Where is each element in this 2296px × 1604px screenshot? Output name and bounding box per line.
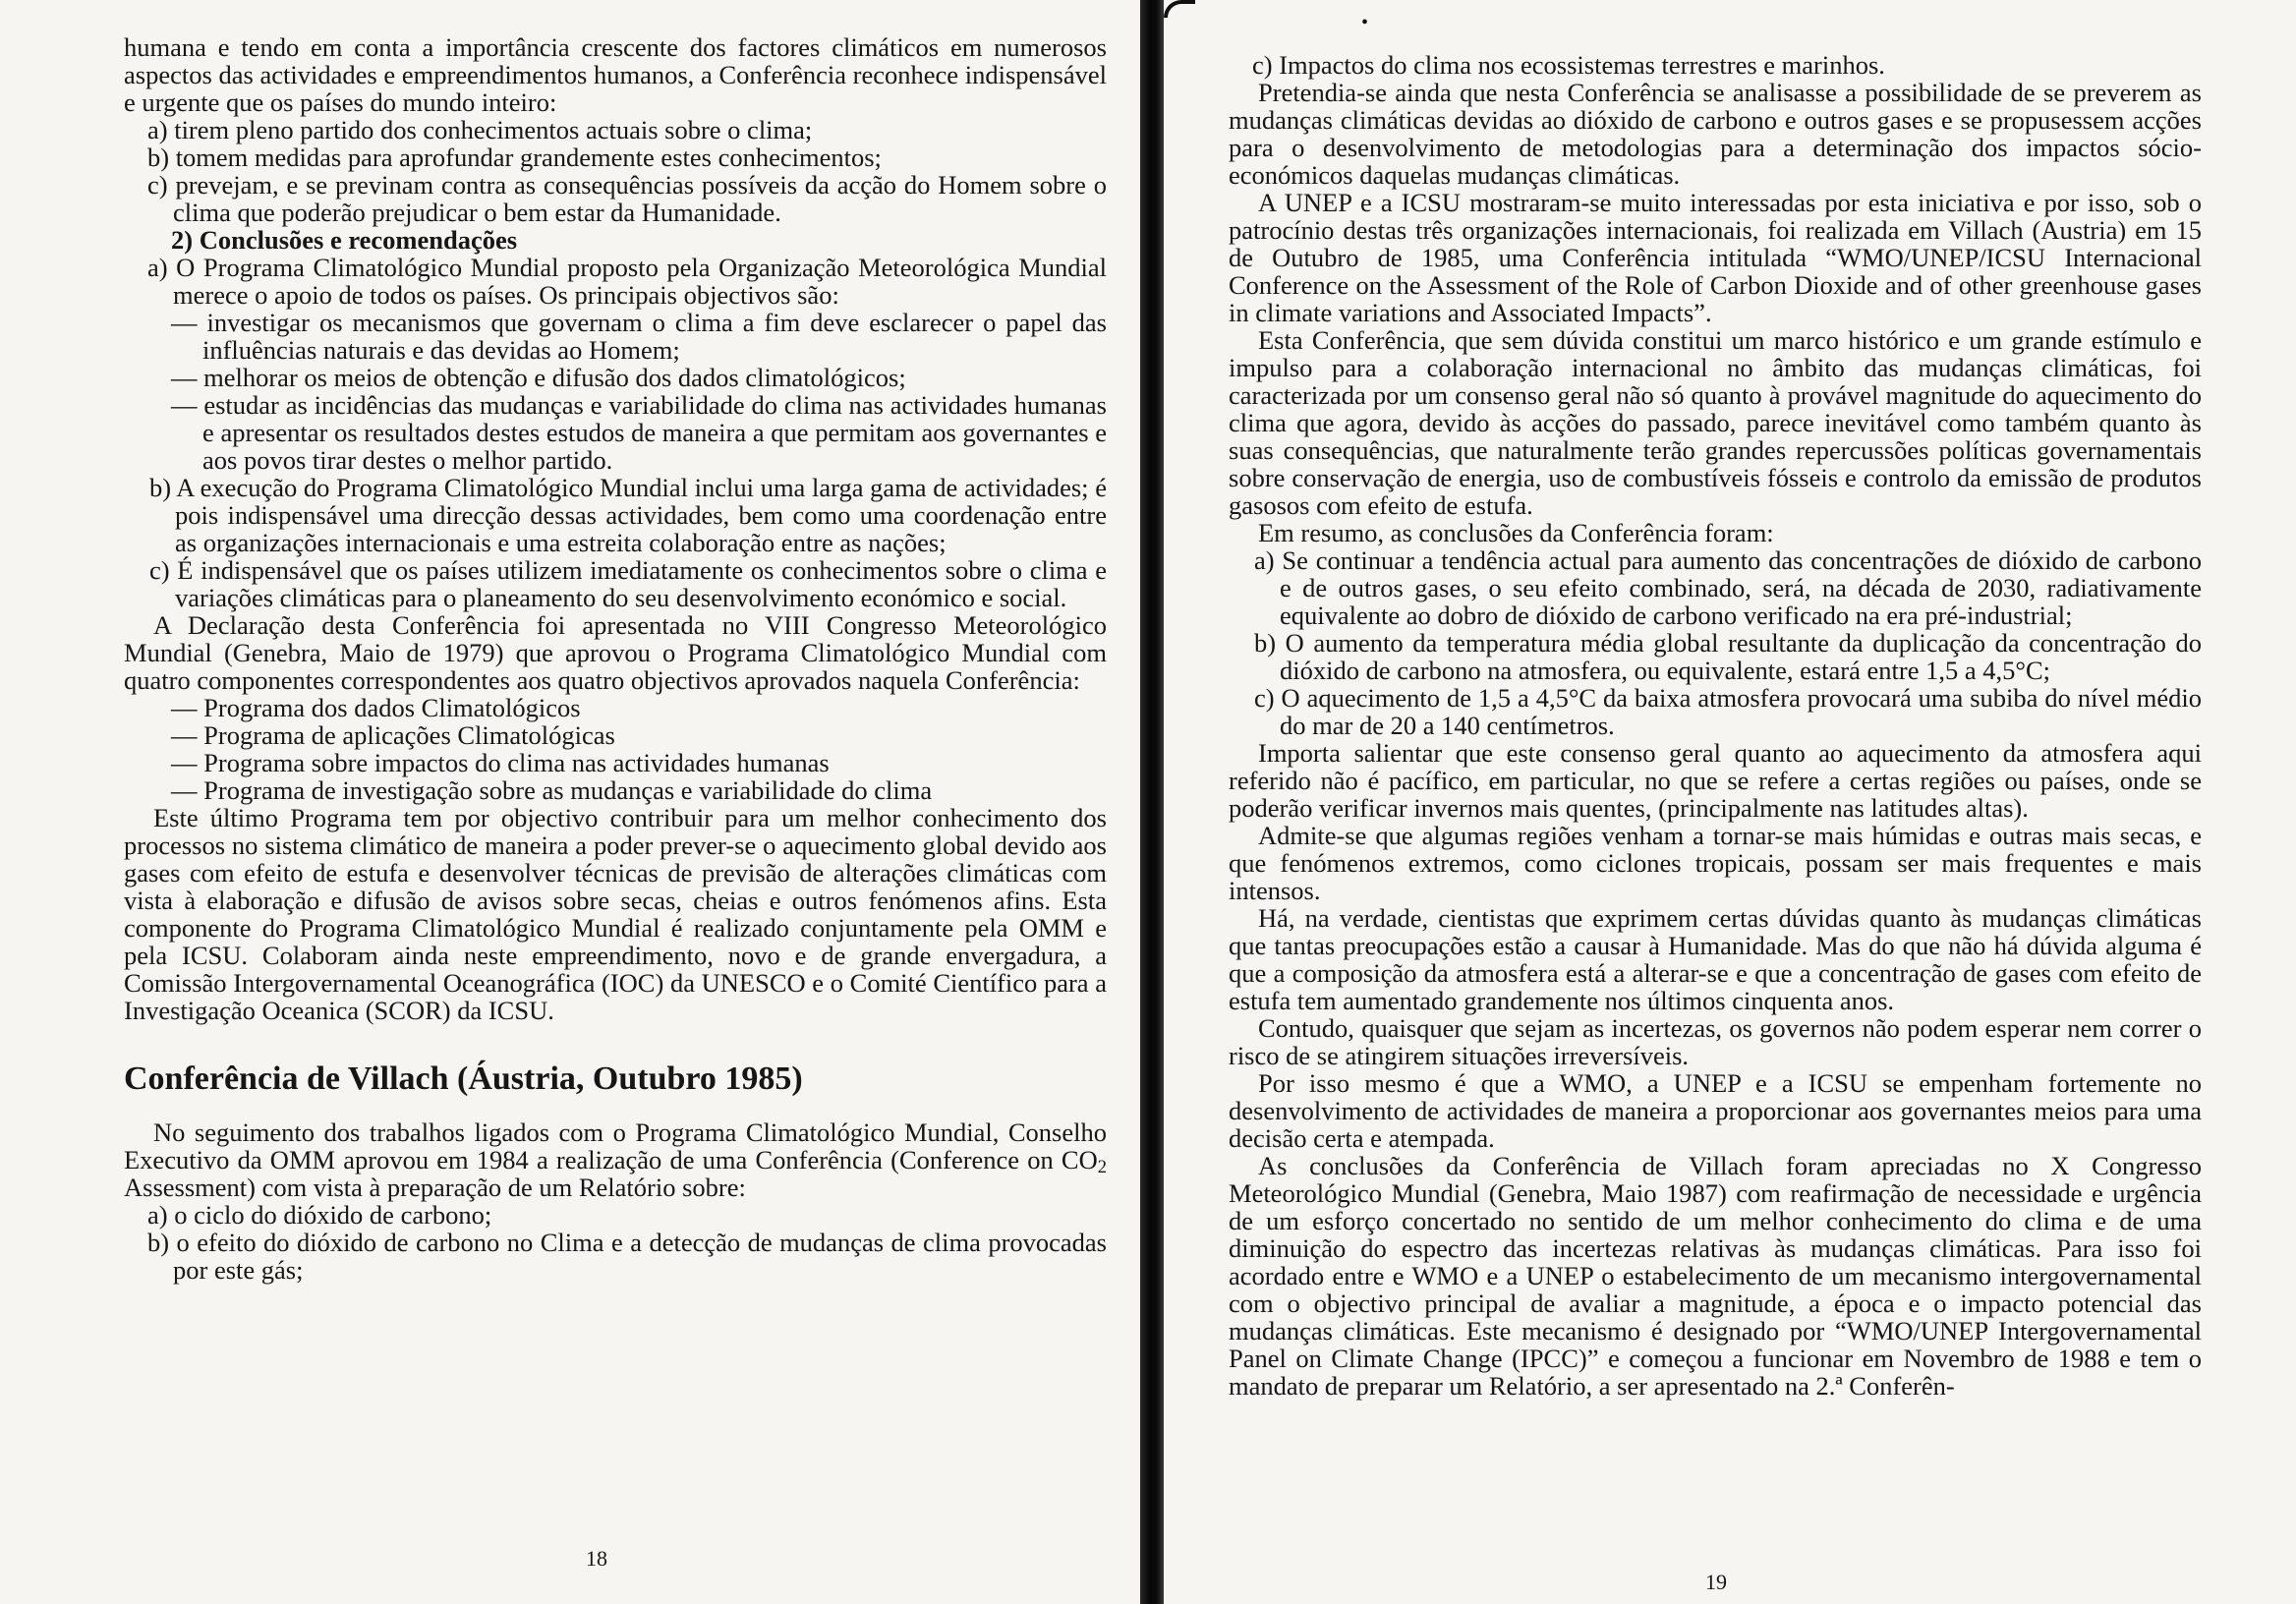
villach-item-b: b) o efeito do dióxido de carbono no Clima e a detecção de mudanças de clima provocadas por este gás; [147, 1228, 1107, 1285]
result-item-b: b) O aumento da temperatura média global resultante da duplicação da concentração do dióxido de carbono na atmosfera, ou equivalente, estará entre 1,5 a 4,5°C; [1254, 628, 2202, 685]
co2-subscript: 2 [1097, 1157, 1107, 1177]
paragraph-cientistas: Há, na verdade, cientistas que exprimem certas dúvidas quanto às mudanças climáticas que tantas preocupações estão a causar à Humanidade. Mas do que não há dúvida alguma é que a composição da atmosfera está a alterar-se e que a concentração de gases com efeito de estufa tem aumentado grandemente nos últimos cinquenta anos. [1229, 903, 2202, 1015]
objective-dash-1: — investigar os mecanismos que governam o clima a fim deve esclarecer o papel das influências naturais e das devidas ao Homem; [171, 308, 1107, 365]
right-text-column [1229, 51, 2202, 1400]
page-number-right: 19 [1705, 1570, 1727, 1594]
paragraph-x-congresso: As conclusões da Conferência de Villach foram apreciadas no X Congresso Meteorológico Mundial (Genebra, Maio 1987) com reafirmação de necessidade e urgência de um esforço concertado no sentido de um melhor conhecimento do clima e de uma diminuição do espectro das incertezas relativas às mudanças climáticas. Para isso foi acordado entre e WMO e a UNEP o estabelecimento de um mecanismo intergovernamental com o objectivo principal de avaliar a magnitude, a época e o impacto potencial das mudanças climáticas. Este mecanismo é designado por “WMO/UNEP Intergovernamental Panel on Climate Change (IPCC)” e começou a funcionar em Novembro de 1988 e tem o mandato de preparar um Relatório, a ser apresentado na 2.ª Conferên- [1229, 1151, 2202, 1401]
paragraph-unep-icsu: A UNEP e a ICSU mostraram-se muito interessadas por esta iniciativa e por isso, sob o patrocínio destas três organizações internacionais, foi realizada em Villach (Austria) em 15 de Outubro de 1985, uma Conferência intitulada “WMO/UNEP/ICSU Internacional Conference on the Assessment of the Role of Carbon Dioxide and of other greenhouse gases in climate variations and Associated Impacts”. [1229, 188, 2202, 327]
paragraph-contudo: Contudo, quaisquer que sejam as incertezas, os governos não podem esperar nem correr o risco de se atingirem situações irreversíveis. [1229, 1013, 2202, 1070]
section-title: Conferência de Villach (Áustria, Outubro 1985) [124, 1060, 803, 1097]
result-item-a: a) Se continuar a tendência actual para aumento das concentrações de dióxido de carbono e de outros gases, o seu efeito combinado, será, na década de 2030, radiativamente equivalente ao dobro de dióxido de carbono verificado na era pré-industrial; [1254, 545, 2202, 630]
villach-text-before: No seguimento dos trabalhos ligados com o Programa Climatológico Mundial, Conselho Executivo da OMM aprovou em 1984 a realização de uma Conferência (Conference on CO [124, 1117, 1107, 1174]
page-number-left: 18 [586, 1546, 607, 1571]
objective-dash-3: — estudar as incidências das mudanças e variabilidade do clima nas actividades humanas e apresentar os resultados destes estudos de maneira a que permitam aos governantes e aos povos tirar destes o melhor partido. [171, 390, 1107, 475]
intro-item-c: c) prevejam, e se previnam contra as consequências possíveis da acção do Homem sobre o clima que poderão prejudicar o bem estar da Humanidade. [147, 170, 1107, 227]
intro-item-a: a) tirem pleno partido dos conhecimentos actuais sobre o clima; [147, 115, 813, 144]
objective-dash-2: — melhorar os meios de obtenção e difusão dos dados climatológicos; [171, 363, 906, 392]
result-item-c: c) O aquecimento de 1,5 a 4,5°C da baixa atmosfera provocará uma subiba do nível médio do mar de 20 a 140 centímetros. [1254, 683, 2202, 740]
program-dash-4: — Programa de investigação sobre as mudanças e variabilidade do clima [171, 775, 933, 805]
paragraph-marco-historico: Esta Conferência, que sem dúvida constitui um marco histórico e um grande estímulo e impulso para a colaboração internacional no âmbito das mudanças climáticas, foi caracterizada por um consenso geral não só quanto à provável magnitude do aquecimento do clima que agora, devido às acções do passado, parece inevitável como também quanto às suas consequências, que naturalmente terão grandes repercussões políticas governamentais sobre conservação de energia, uso de combustíveis fósseis e controlo da emissão de produtos gasosos com efeito de estufa. [1229, 325, 2202, 520]
left-text-column [124, 33, 1107, 1284]
book-spine [1140, 0, 1164, 1604]
paragraph-importa: Importa salientar que este consenso geral quanto ao aquecimento da atmosfera aqui referido não é pacífico, em particular, no que se refere a certas regiões ou países, onde se poderão verificar invernos mais quentes, (principalmente nas latitudes altas). [1229, 738, 2202, 823]
last-program-paragraph: Este último Programa tem por objectivo contribuir para um melhor conhecimento dos processos no sistema climático de maneira a poder prever-se o aquecimento global devido aos gases com efeito de estufa e desenvolver técnicas de previsão de alterações climáticas com vista à elaboração e difusão de avisos sobre secas, cheias e outros fenómenos afins. Esta componente do Programa Climatológico Mundial é realizado conjuntamente pela OMM e pela ICSU. Colaboram ainda neste empreendimento, novo e de grande envergadura, a Comissão Intergovernamental Oceanográfica (IOC) da UNESCO e o Comité Científico para a Investigação Oceanica (SCOR) da ICSU. [124, 803, 1107, 1025]
program-dash-3: — Programa sobre impactos do clima nas actividades humanas [171, 748, 830, 777]
program-dash-1: — Programa dos dados Climatológicos [171, 693, 581, 722]
paragraph-admite-se: Admite-se que algumas regiões venham a tornar-se mais húmidas e outras mais secas, e que fenómenos extremos, como ciclones tropicais, possam ser mais frequentes e mais intensos. [1229, 821, 2202, 905]
impact-item-c: c) Impactos do clima nos ecossistemas terrestres e marinhos. [1252, 50, 1885, 80]
villach-paragraph [124, 1118, 1107, 1201]
villach-text-after: Assessment) com vista à preparação de um Relatório sobre: [124, 1173, 746, 1202]
paragraph-em-resumo: Em resumo, as conclusões da Conferência foram: [1258, 518, 1774, 547]
intro-item-b: b) tomem medidas para aprofundar grandemente estes conhecimentos; [147, 143, 882, 172]
declaration-paragraph: A Declaração desta Conferência foi apresentada no VIII Congresso Meteorológico Mundial (Genebra, Maio de 1979) que aprovou o Programa Climatológico Mundial com quatro componentes correspondentes aos quatro objectivos aprovados naquela Conferência: [124, 610, 1107, 695]
villach-item-a: a) o ciclo do dióxido de carbono; [147, 1200, 492, 1230]
conclusion-item-b: b) A execução do Programa Climatológico Mundial inclui uma larga gama de actividades; é pois indispensável uma direcção dessas actividades, bem como uma coordenação entre as organizações internacionais e uma estreita colaboração entre as nações; [149, 473, 1107, 557]
intro-paragraph: humana e tendo em conta a importância crescente dos factores climáticos em numerosos aspectos das actividades e empreendimentos humanos, a Conferência reconhece indispensável e urgente que os países do mundo inteiro: [124, 32, 1107, 117]
scan-dot-mark: • [1361, 12, 1369, 33]
conclusion-item-a: a) O Programa Climatológico Mundial proposto pela Organização Meteorológica Mundial merece o apoio de todos os países. Os principais objectivos são: [147, 253, 1107, 310]
paragraph-por-isso: Por isso mesmo é que a WMO, a UNEP e a ICSU se empenham fortemente no desenvolvimento de actividades de maneira a proporcionar aos governantes meios para uma decisão certa e atempada. [1229, 1068, 2202, 1153]
conclusions-heading: 2) Conclusões e recomendações [171, 225, 518, 255]
program-dash-2: — Programa de aplicações Climatológicas [171, 720, 615, 750]
conclusion-item-c: c) É indispensável que os países utilizem imediatamente os conhecimentos sobre o clima e variações climáticas para o planeamento do seu desenvolvimento económico e social. [149, 555, 1107, 612]
paragraph-pretendia: Pretendia-se ainda que nesta Conferência se analisasse a possibilidade de se preverem as mudanças climáticas devidas ao dióxido de carbono e outros gases e se propusessem acções para o desenvolvimento de metodologias para a determinação dos impactos sócio-económicos daquelas mudanças climáticas. [1229, 78, 2202, 190]
left-page [0, 0, 1140, 1604]
